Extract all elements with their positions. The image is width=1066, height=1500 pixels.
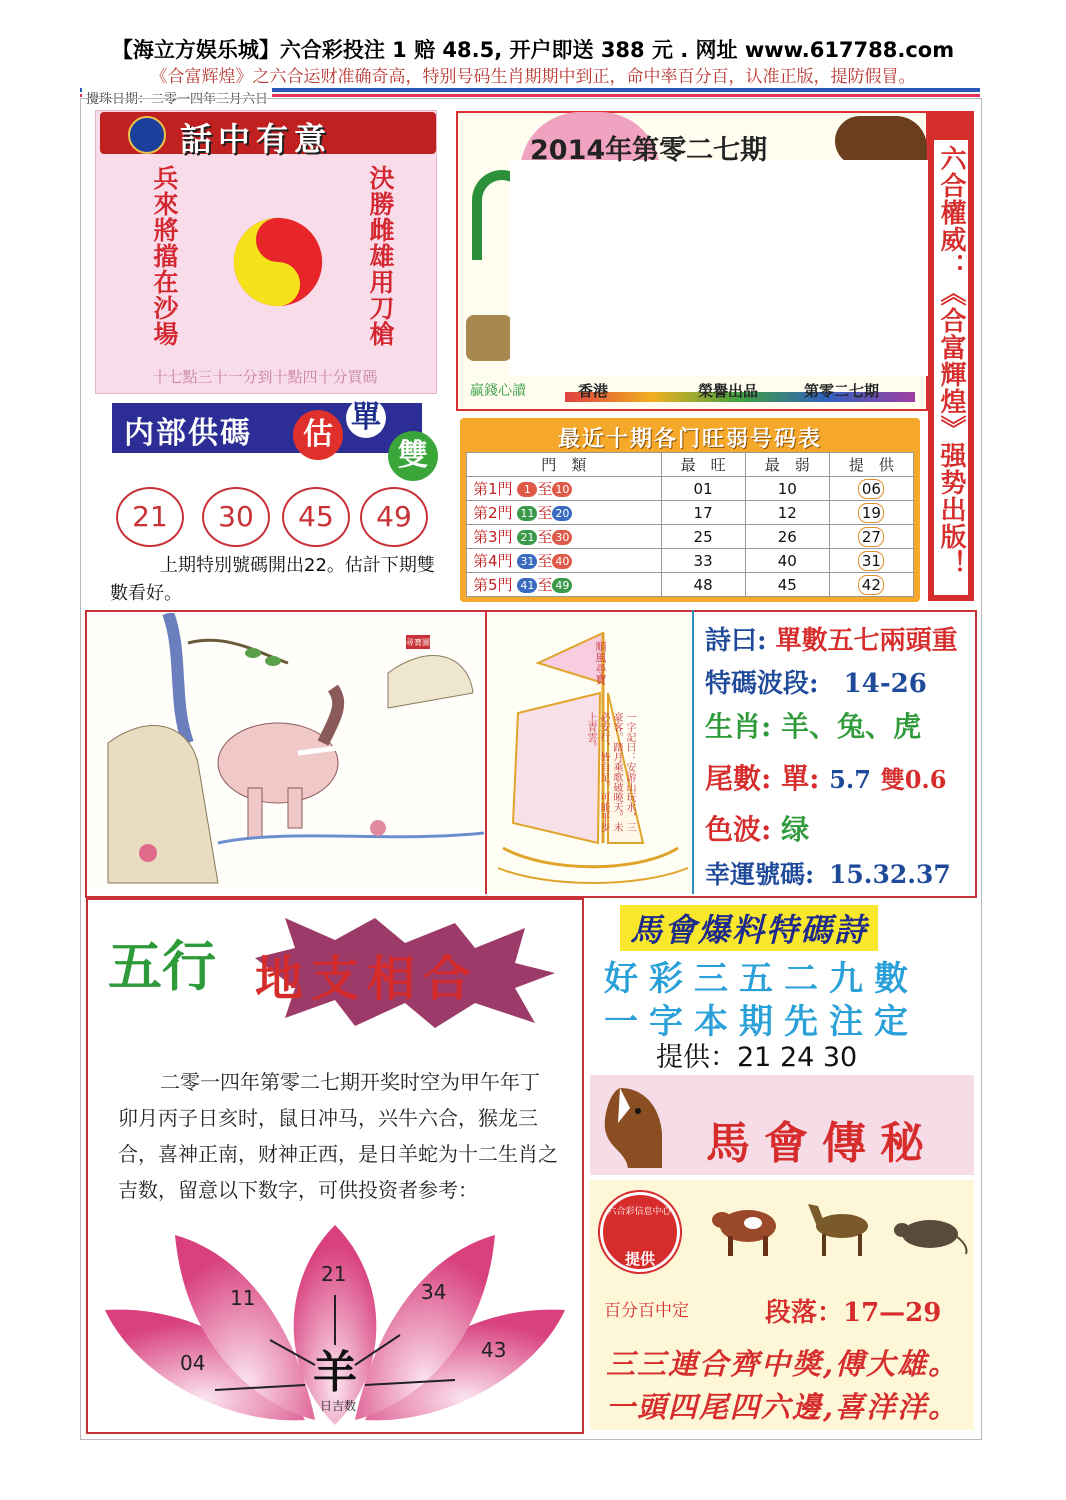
lotus-diagram	[105, 1225, 565, 1430]
footer-mid: 榮譽出品	[698, 382, 759, 400]
seal-text: 提供	[624, 1250, 655, 1268]
door-cell: 第5門 41 至 49	[467, 573, 662, 597]
provide-cell	[829, 573, 913, 597]
poem-shengxiao	[705, 705, 921, 745]
max-cell: 01	[661, 477, 745, 501]
door-to: 20	[552, 506, 572, 521]
middle-divider	[485, 610, 487, 894]
provide-value: 31	[858, 551, 884, 571]
neibu-number: 49	[360, 487, 428, 547]
poem-ws-key: 尾數:	[705, 762, 772, 795]
door-from: 41	[517, 578, 537, 593]
draw-date: 攪珠日期：二零一四年三月六日	[82, 88, 272, 107]
chuanmi-note: 百分百中定	[604, 1301, 689, 1321]
neibu-number: 21	[116, 487, 184, 547]
blank-patch	[510, 160, 930, 376]
door-from: 31	[517, 554, 537, 569]
lotus-number: 21	[321, 1262, 347, 1286]
footer-hk: 香港	[578, 382, 609, 400]
max-cell: 25	[661, 525, 745, 549]
lotus-center: 羊	[313, 1347, 357, 1398]
huazhong-left-verse: 兵來將擋在沙場	[150, 165, 179, 347]
table-row	[467, 477, 914, 501]
lotus-caption: 日吉数	[319, 1399, 357, 1413]
door-to: 49	[552, 578, 572, 593]
max-cell: 17	[661, 501, 745, 525]
poem-weishu	[705, 757, 946, 797]
baoliao-line-2: 一字本期先注定	[604, 1002, 919, 1042]
badge-dan: 單	[346, 398, 386, 438]
badge-gu: 估	[293, 410, 343, 460]
table-row	[467, 549, 914, 573]
footer-right: 第零二七期	[804, 382, 880, 400]
provide-value: 19	[858, 503, 884, 523]
ox-icon	[708, 1198, 782, 1258]
table-header: 門 類	[467, 453, 662, 477]
lotus-number: 04	[180, 1351, 206, 1375]
poem-shi-value: 單數五七兩頭重	[775, 626, 958, 656]
door-label: 第4門	[473, 552, 513, 570]
door-table	[466, 452, 914, 597]
scene-sign: 尋寶圖	[406, 638, 430, 647]
min-cell: 26	[745, 525, 829, 549]
horse-image	[835, 116, 927, 166]
poem-shi	[705, 620, 958, 657]
baoliao-provide: 提供：21 24 30	[656, 1042, 858, 1073]
door-cell: 第4門 31 至 40	[467, 549, 662, 573]
door-from: 11	[517, 506, 537, 521]
baoliao-line-1: 好彩三五二九數	[604, 959, 919, 999]
table-row	[467, 501, 914, 525]
neibu-number: 30	[202, 487, 270, 547]
poem-sebo-key: 色波:	[705, 813, 772, 846]
poem-bodu-value: 14-26	[843, 669, 927, 699]
door-label: 第2門	[473, 504, 513, 522]
right-banner-text: 六合權威：《合富輝煌》强势出版！	[936, 145, 966, 577]
horse-head-icon	[600, 1083, 668, 1171]
neibu-note: 上期特別號碼開出22。估計下期雙數看好。	[110, 555, 435, 604]
chuanmi-poem-1: 三三連合齊中獎,傅大雄。	[606, 1347, 960, 1381]
wuxing-title-2: 地支相合	[255, 951, 480, 1007]
boat-verse: 一字記曰：安游山玩水，三豪客。踏月乘歌破曉天。未必安行，皆自足。可能平步上青雲。	[585, 712, 635, 832]
neibu-title: 内部供碼	[124, 416, 252, 451]
door-label: 第1門	[473, 480, 513, 498]
max-cell: 33	[661, 549, 745, 573]
table-header: 提 供	[829, 453, 913, 477]
provide-cell	[829, 549, 913, 573]
seal-ring-text: 六合彩信息中心	[607, 1207, 671, 1217]
horse-icon	[800, 1198, 880, 1258]
table-header: 最 旺	[661, 453, 745, 477]
poem-ws-dan: 單:	[781, 762, 820, 795]
lotus-number: 43	[481, 1338, 507, 1362]
huazhong-title-banner	[100, 112, 436, 158]
footer-left: 贏錢心讀	[470, 383, 526, 399]
table-header-row	[467, 453, 914, 477]
provide-cell	[829, 477, 913, 501]
door-label: 第5門	[473, 576, 513, 594]
door-cell: 第1門 1 至 10	[467, 477, 662, 501]
lotus-number: 34	[421, 1280, 447, 1304]
table-row	[467, 525, 914, 549]
huazhong-time-note: 十七點三十一分到十點四十分買碼	[152, 368, 378, 386]
provide-cell	[829, 525, 913, 549]
poem-sx-key: 生肖:	[705, 710, 772, 743]
provide-value: 06	[858, 479, 884, 499]
door-label: 第3門	[473, 528, 513, 546]
provide-cell	[829, 501, 913, 525]
poem-bodu	[705, 663, 927, 700]
middle-divider	[692, 610, 694, 894]
baoliao-title: 馬會爆料特碼詩	[620, 905, 878, 951]
chuanmi-poem-2: 一頭四尾四六邊,喜洋洋。	[606, 1390, 960, 1424]
door-cell: 第3門 21 至 30	[467, 525, 662, 549]
door-cell: 第2門 11 至 20	[467, 501, 662, 525]
min-cell: 10	[745, 477, 829, 501]
issue-footer	[470, 380, 910, 402]
door-to: 30	[552, 530, 572, 545]
rat-icon	[890, 1198, 970, 1258]
min-cell: 12	[745, 501, 829, 525]
poem-lucky	[705, 855, 951, 891]
poem-lucky-value: 15.32.37	[828, 860, 951, 889]
table-header: 最 弱	[745, 453, 829, 477]
chuanmi-duanluo: 段落：17—29	[765, 1298, 942, 1328]
yin-yang-icon	[232, 216, 324, 308]
poem-sebo	[705, 808, 809, 848]
door-to: 40	[552, 554, 572, 569]
poem-bodu-key: 特碼波段:	[705, 669, 819, 699]
poem-sx-value: 羊、兔、虎	[781, 710, 922, 743]
max-cell: 48	[661, 573, 745, 597]
min-cell: 45	[745, 573, 829, 597]
logo-icon	[128, 116, 166, 154]
badge-shuang: 雙	[388, 431, 438, 481]
door-from: 1	[517, 482, 537, 497]
lotus-number: 11	[230, 1286, 256, 1310]
table-title: 最近十期各门旺弱号码表	[557, 427, 822, 452]
poem-lucky-key: 幸運號碼:	[705, 860, 815, 889]
door-from: 21	[517, 530, 537, 545]
header-ad-line: 【海立方娱乐城】六合彩投注 1 赔 48.5, 开户即送 388 元 . 网址 www.617788.com	[111, 38, 955, 62]
poem-sebo-value: 绿	[781, 813, 810, 846]
neibu-number: 45	[282, 487, 350, 547]
poem-ws-shuang: 雙0.6	[880, 765, 947, 794]
door-to: 10	[552, 482, 572, 497]
money-bag-icon	[466, 315, 512, 361]
issue-title: 2014年第零二七期	[530, 135, 768, 166]
min-cell: 40	[745, 549, 829, 573]
huazhong-title: 話中有意	[180, 120, 333, 158]
header-slogan: 《合富辉煌》之六合运财准确奇高，特别号码生肖期期中到正，命中率百分百，认准正版，提防假冒。	[150, 67, 916, 87]
provide-value: 27	[858, 527, 884, 547]
poem-ws-dan-value: 5.7	[829, 765, 871, 794]
wuxing-title-1: 五行	[108, 934, 216, 998]
boat-flag-text: 順風尋寶	[594, 641, 607, 685]
chuanmi-title: 馬會傳秘	[706, 1118, 938, 1169]
poem-shi-key: 詩曰:	[705, 626, 767, 656]
wuxing-text: 二零一四年第零二七期开奖时空为甲午年丁卯月丙子日亥时，鼠日冲马，兴牛六合，猴龙三合，喜神正南，财神正西，是日羊蛇为十二生肖之吉数，留意以下数字，可供投资者参考：	[118, 1070, 558, 1202]
huazhong-right-verse: 決勝雌雄用刀槍	[366, 165, 395, 347]
provide-value: 42	[858, 575, 884, 595]
table-row	[467, 573, 914, 597]
elephant-scene-image	[88, 613, 484, 893]
